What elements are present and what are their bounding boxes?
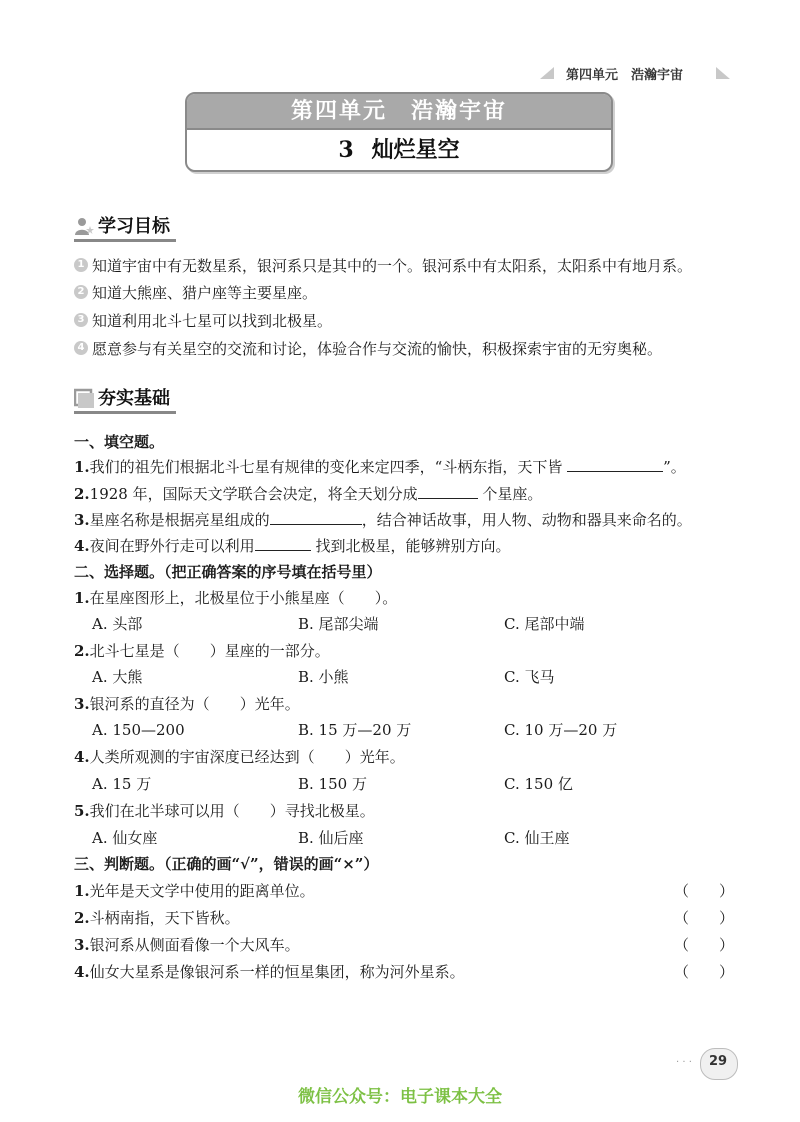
choice-option-c[interactable]: C. 飞马 [504, 668, 555, 686]
answer-parentheses[interactable]: （ ） [674, 909, 735, 927]
fill-question: 3.星座名称是根据亮星组成的 ，结合神话故事，用人物、动物和器具来命名的。 [74, 511, 692, 529]
choice-option-c[interactable]: C. 尾部中端 [504, 615, 585, 633]
choice-option-b[interactable]: B. 150 万 [298, 775, 367, 793]
running-header-text: 第四单元 浩瀚宇宙 [566, 68, 684, 83]
choice-question: 2.北斗七星是（ ）星座的一部分。 [74, 642, 330, 660]
judge-question: 1.光年是天文学中使用的距离单位。 [74, 882, 315, 900]
choice-question: 4.人类所观测的宇宙深度已经达到（ ）光年。 [74, 748, 405, 766]
objective-item: 2 知道大熊座、猎户座等主要星座。 [74, 283, 317, 303]
choice-option-b[interactable]: B. 尾部尖端 [298, 615, 379, 633]
judge-heading: 三、判断题。（正确的画“√”，错误的画“×”） [74, 855, 379, 873]
page-number-badge [700, 1048, 736, 1078]
choice-option-c[interactable]: C. 10 万—20 万 [504, 721, 618, 739]
answer-parentheses[interactable]: （ ） [674, 963, 735, 981]
answer-parentheses[interactable]: （ ） [674, 882, 735, 900]
running-header [540, 64, 730, 86]
answer-parentheses[interactable]: （ ） [674, 936, 735, 954]
lesson-name: 灿烂星空 [371, 137, 460, 163]
unit-title: 第四单元 浩瀚宇宙 [187, 94, 611, 128]
choice-option-a[interactable]: A. 大熊 [92, 668, 143, 686]
choice-option-b[interactable]: B. 仙后座 [298, 829, 364, 847]
fill-heading: 一、填空题。 [74, 433, 165, 451]
choice-option-c[interactable]: C. 150 亿 [504, 775, 573, 793]
title-box [185, 92, 613, 172]
choice-option-a[interactable]: A. 仙女座 [92, 829, 158, 847]
objective-item: 3 知道利用北斗七星可以找到北极星。 [74, 311, 332, 331]
choice-option-b[interactable]: B. 小熊 [298, 668, 349, 686]
fill-question: 1.我们的祖先们根据北斗七星有规律的变化来定四季，“斗柄东指，天下皆 ”。 [74, 458, 686, 476]
student-icon [74, 216, 94, 236]
book-icon [74, 388, 94, 408]
judge-question: 4.仙女大星系是像银河系一样的恒星集团，称为河外星系。 [74, 963, 465, 981]
triangle-right-icon [716, 67, 730, 79]
choice-option-c[interactable]: C. 仙王座 [504, 829, 570, 847]
basics-heading-text: 夯实基础 [98, 388, 170, 409]
choice-question: 5.我们在北半球可以用（ ）寻找北极星。 [74, 802, 375, 820]
answer-blank[interactable] [255, 536, 311, 551]
answer-blank[interactable] [418, 484, 478, 499]
judge-question: 2.斗柄南指，天下皆秋。 [74, 909, 240, 927]
watermark: 微信公众号：电子课本大全 [298, 1087, 502, 1107]
heading-underline [74, 239, 176, 242]
choice-question: 3.银河系的直径为（ ）光年。 [74, 695, 300, 713]
choice-option-a[interactable]: A. 15 万 [92, 775, 152, 793]
lesson-number: 3 [338, 137, 354, 163]
choice-option-a[interactable]: A. 150—200 [92, 721, 185, 739]
answer-blank[interactable] [270, 510, 362, 525]
choice-option-a[interactable]: A. 头部 [92, 615, 143, 633]
answer-blank[interactable] [567, 457, 663, 472]
page-number: 29 [708, 1054, 728, 1069]
fill-question: 2.1928 年，国际天文学联合会决定，将全天划分成 个星座。 [74, 485, 543, 503]
lesson-title [187, 128, 611, 170]
heading-underline [74, 411, 176, 414]
triangle-left-icon [540, 67, 554, 79]
choice-option-b[interactable]: B. 15 万—20 万 [298, 721, 412, 739]
decorative-dots: · · · [676, 1057, 692, 1068]
choice-heading: 二、选择题。（把正确答案的序号填在括号里） [74, 563, 382, 581]
objective-item: 1 知道宇宙中有无数星系，银河系只是其中的一个。银河系中有太阳系，太阳系中有地月系。 [74, 256, 692, 276]
choice-question: 1.在星座图形上，北极星位于小熊星座（ ）。 [74, 589, 398, 607]
objectives-heading-text: 学习目标 [98, 216, 170, 237]
fill-question: 4.夜间在野外行走可以利用 找到北极星，能够辨别方向。 [74, 537, 511, 555]
judge-question: 3.银河系从侧面看像一个大风车。 [74, 936, 300, 954]
objective-item: 4 愿意参与有关星空的交流和讨论，体验合作与交流的愉快，积极探索宇宙的无穷奥秘。 [74, 339, 662, 359]
